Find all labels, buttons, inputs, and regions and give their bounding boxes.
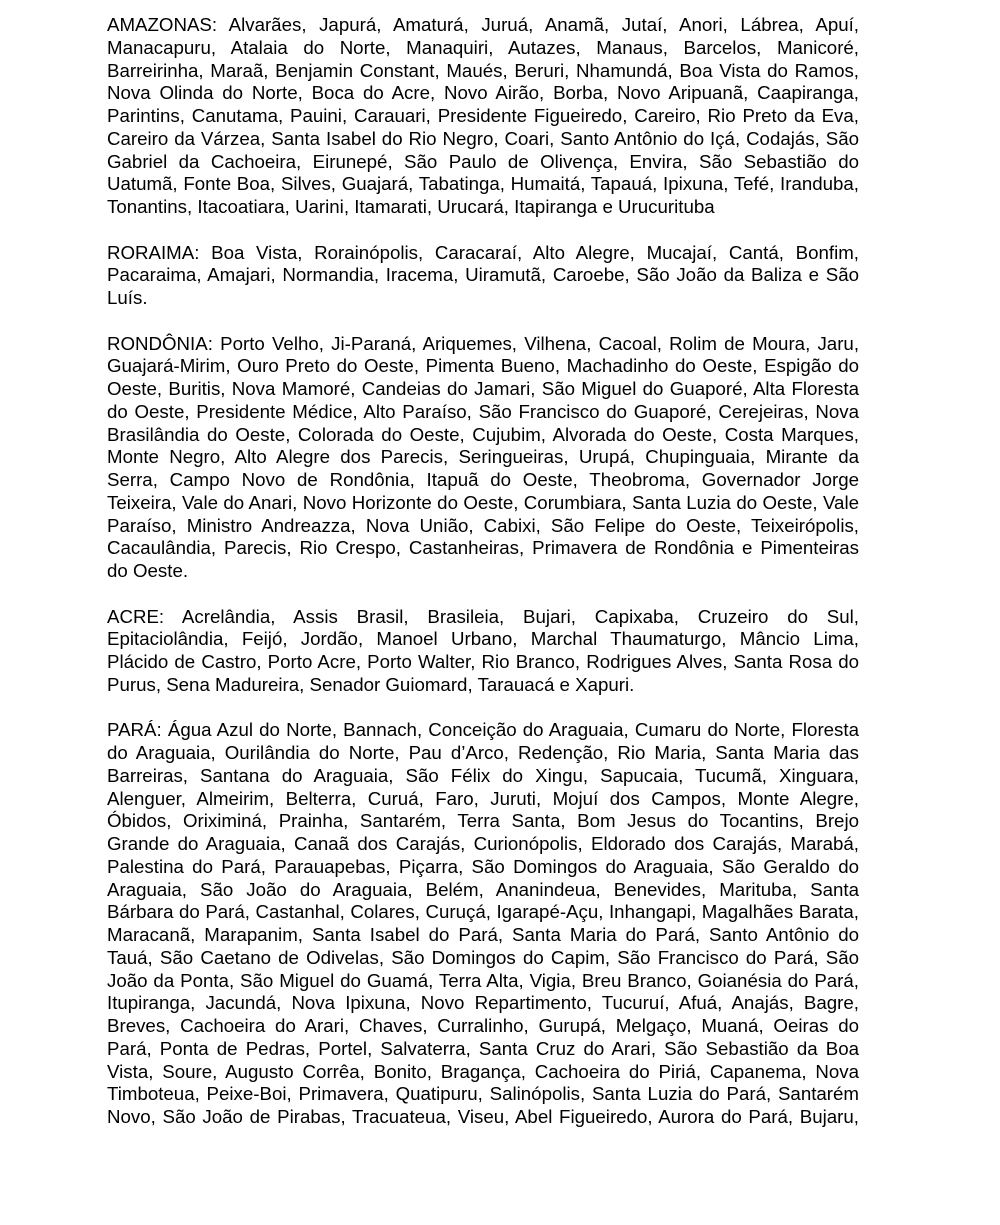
municipalities-rondonia: Porto Velho, Ji-Paraná, Ariquemes, Vilhena, Cacoal, Rolim de Moura, Jaru, Guajará-Mirim, Ouro Preto do Oeste, Pimenta Bueno, Machadinho do Oeste, Espigão do Oeste, Buritis, Nova Mamoré, Candeias do Jamari, São Miguel do Guaporé, Alta Floresta do Oeste, Presidente Médice, Alto Paraíso, São Francisco do Guaporé, Cerejeiras, Nova Brasilândia do Oeste, Colorada do Oeste, Cujubim, Alvorada do Oeste, Costa Marques, Monte Negro, Alto Alegre dos Parecis, Seringueiras, Urupá, Chupinguaia, Mirante da Serra, Campo Novo de Rondônia, Itapuã do Oeste, Theobroma, Governador Jorge Teixeira, Vale do Anari, Novo Horizonte do Oeste, Corumbiara, Santa Luzia do Oeste, Vale Paraíso, Ministro Andreazza, Nova União, Cabixi, São Felipe do Oeste, Teixeirópolis, Cacaulândia, Parecis, Rio Crespo, Castanheiras, Primavera de Rondônia e Pimenteiras do Oeste. — [107, 332, 860, 581]
state-name-amazonas: AMAZONAS — [107, 14, 212, 35]
document-page — [107, 14, 859, 1129]
section-rondonia: RONDÔNIA: Porto Velho, Ji-Paraná, Ariquemes, Vilhena, Cacoal, Rolim de Moura, Jaru, Guajará-Mirim, Ouro Preto do Oeste, Pimenta Bueno, Machadinho do Oeste, Espigão do Oeste, Buritis, Nova Mamoré, Candeias do Jamari, São Miguel do Guaporé, Alta Floresta do Oeste, Presidente Médice, Alto Paraíso, São Francisco do Guaporé, Cerejeiras, Nova Brasilândia do Oeste, Colorada do Oeste, Cujubim, Alvorada do Oeste, Costa Marques, Monte Negro, Alto Alegre dos Parecis, Seringueiras, Urupá, Chupinguaia, Mirante da Serra, Campo Novo de Rondônia, Itapuã do Oeste, Theobroma, Governador Jorge Teixeira, Vale do Anari, Novo Horizonte do Oeste, Corumbiara, Santa Luzia do Oeste, Vale Paraíso, Ministro Andreazza, Nova União, Cabixi, São Felipe do Oeste, Teixeirópolis, Cacaulândia, Parecis, Rio Crespo, Castanheiras, Primavera de Rondônia e Pimenteiras do Oeste. — [107, 332, 860, 581]
municipalities-acre: Acrelândia, Assis Brasil, Brasileia, Bujari, Capixaba, Cruzeiro do Sul, Epitaciolândia, Feijó, Jordão, Manoel Urbano, Marchal Thaumaturgo, Mâncio Lima, Plácido de Castro, Porto Acre, Porto Walter, Rio Branco, Rodrigues Alves, Santa Rosa do Purus, Sena Madureira, Senador Guiomard, Tarauacá e Xapuri. — [107, 605, 859, 695]
municipalities-roraima: Boa Vista, Rorainópolis, Caracaraí, Alto Alegre, Mucajaí, Cantá, Bonfim, Pacaraima, Amajari, Normandia, Iracema, Uiramutã, Caroebe, São João da Baliza e São Luís. — [107, 241, 859, 308]
municipalities-para: Água Azul do Norte, Bannach, Conceição do Araguaia, Cumaru do Norte, Floresta do Araguaia, Ourilândia do Norte, Pau d’Arco, Redenção, Rio Maria, Santa Maria das Barreiras, Santana do Araguaia, São Félix do Xingu, Sapucaia, Tucumã, Xinguara, Alenguer, Almeirim, Belterra, Curuá, Faro, Juruti, Mojuí dos Campos, Monte Alegre, Óbidos, Oriximiná, Prainha, Santarém, Terra Santa, Bom Jesus do Tocantins, Brejo Grande do Araguaia, Canaã dos Carajás, Curionópolis, Eldorado dos Carajás, Marabá, Palestina do Pará, Parauapebas, Piçarra, São Domingos do Araguaia, São Geraldo do Araguaia, São João do Araguaia, Belém, Ananindeua, Benevides, Marituba, Santa Bárbara do Pará, Castanhal, Colares, Curuçá, Igarapé-Açu, Inhangapi, Magalhães Barata, Maracanã, Marapanim, Santa Isabel do Pará, Santa Maria do Pará, Santo Antônio do Tauá, São Caetano de Odivelas, São Domingos do Capim, São Francisco do Pará, São João da Ponta, São Miguel do Guamá, Terra Alta, Vigia, Breu Branco, Goianésia do Pará, Itupiranga, Jacundá, Nova Ipixuna, Novo Repartimento, Tucuruí, Afuá, Anajás, Bagre, Breves, Cachoeira do Arari, Chaves, Curralinho, Gurupá, Melgaço, Muaná, Oeiras do Pará, Ponta de Pedras, Portel, Salvaterra, Santa Cruz do Arari, São Sebastião da Boa Vista, Soure, Augusto Corrêa, Bonito, Bragança, Cachoeira do Piriá, Capanema, Nova Timboteua, Peixe-Boi, Primavera, Quatipuru, Salinópolis, Santa Luzia do Pará, Santarém Novo, São João de Pirabas, Tracuateua, Viseu, Abel Figueiredo, Aurora do Pará, Bujaru, — [107, 719, 859, 1127]
municipalities-amazonas: Alvarães, Japurá, Amaturá, Juruá, Anamã, Jutaí, Anori, Lábrea, Apuí, Manacapuru, Atalaia do Norte, Manaquiri, Autazes, Manaus, Barcelos, Manicoré, Barreirinha, Maraã, Benjamin Constant, Maués, Beruri, Nhamundá, Boa Vista do Ramos, Nova Olinda do Norte, Boca do Acre, Novo Airão, Borba, Novo Aripuanã, Caapiranga, Parintins, Canutama, Pauini, Carauari, Presidente Figueiredo, Careiro, Rio Preto da Eva, Careiro da Várzea, Santa Isabel do Rio Negro, Coari, Santo Antônio do Içá, Codajás, São Gabriel da Cachoeira, Eirunepé, São Paulo de Olivença, Envira, São Sebastião do Uatumã, Fonte Boa, Silves, Guajará, Tabatinga, Humaitá, Tapauá, Ipixuna, Tefé, Iranduba, Tonantins, Itacoatiara, Uarini, Itamarati, Urucará, Itapiranga e Urucurituba — [107, 14, 859, 217]
section-para: PARÁ: Água Azul do Norte, Bannach, Conceição do Araguaia, Cumaru do Norte, Floresta do Araguaia, Ourilândia do Norte, Pau d’Arco, Redenção, Rio Maria, Santa Maria das Barreiras, Santana do Araguaia, São Félix do Xingu, Sapucaia, Tucumã, Xinguara, Alenguer, Almeirim, Belterra, Curuá, Faro, Juruti, Mojuí dos Campos, Monte Alegre, Óbidos, Oriximiná, Prainha, Santarém, Terra Santa, Bom Jesus do Tocantins, Brejo Grande do Araguaia, Canaã dos Carajás, Curionópolis, Eldorado dos Carajás, Marabá, Palestina do Pará, Parauapebas, Piçarra, São Domingos do Araguaia, São Geraldo do Araguaia, São João do Araguaia, Belém, Ananindeua, Benevides, Marituba, Santa Bárbara do Pará, Castanhal, Colares, Curuçá, Igarapé-Açu, Inhangapi, Magalhães Barata, Maracanã, Marapanim, Santa Isabel do Pará, Santa Maria do Pará, Santo Antônio do Tauá, São Caetano de Odivelas, São Domingos do Capim, São Francisco do Pará, São João da Ponta, São Miguel do Guamá, Terra Alta, Vigia, Breu Branco, Goianésia do Pará, Itupiranga, Jacundá, Nova Ipixuna, Novo Repartimento, Tucuruí, Afuá, Anajás, Bagre, Breves, Cachoeira do Arari, Chaves, Curralinho, Gurupá, Melgaço, Muaná, Oeiras do Pará, Ponta de Pedras, Portel, Salvaterra, Santa Cruz do Arari, São Sebastião da Boa Vista, Soure, Augusto Corrêa, Bonito, Bragança, Cachoeira do Piriá, Capanema, Nova Timboteua, Peixe-Boi, Primavera, Quatipuru, Salinópolis, Santa Luzia do Pará, Santarém Novo, São João de Pirabas, Tracuateua, Viseu, Abel Figueiredo, Aurora do Pará, Bujaru, — [107, 719, 859, 1127]
section-acre: ACRE: Acrelândia, Assis Brasil, Brasileia, Bujari, Capixaba, Cruzeiro do Sul, Epitaciolândia, Feijó, Jordão, Manoel Urbano, Marchal Thaumaturgo, Mâncio Lima, Plácido de Castro, Porto Acre, Porto Walter, Rio Branco, Rodrigues Alves, Santa Rosa do Purus, Sena Madureira, Senador Guiomard, Tarauacá e Xapuri. — [107, 605, 859, 695]
state-name-para: PARÁ — [107, 719, 157, 741]
section-roraima: RORAIMA: Boa Vista, Rorainópolis, Caracaraí, Alto Alegre, Mucajaí, Cantá, Bonfim, Pacaraima, Amajari, Normandia, Iracema, Uiramutã, Caroebe, São João da Baliza e São Luís. — [107, 241, 859, 308]
section-amazonas: AMAZONAS: Alvarães, Japurá, Amaturá, Juruá, Anamã, Jutaí, Anori, Lábrea, Apuí, Manacapuru, Atalaia do Norte, Manaquiri, Autazes, Manaus, Barcelos, Manicoré, Barreirinha, Maraã, Benjamin Constant, Maués, Beruri, Nhamundá, Boa Vista do Ramos, Nova Olinda do Norte, Boca do Acre, Novo Airão, Borba, Novo Aripuanã, Caapiranga, Parintins, Canutama, Pauini, Carauari, Presidente Figueiredo, Careiro, Rio Preto da Eva, Careiro da Várzea, Santa Isabel do Rio Negro, Coari, Santo Antônio do Içá, Codajás, São Gabriel da Cachoeira, Eirunepé, São Paulo de Olivença, Envira, São Sebastião do Uatumã, Fonte Boa, Silves, Guajará, Tabatinga, Humaitá, Tapauá, Ipixuna, Tefé, Iranduba, Tonantins, Itacoatiara, Uarini, Itamarati, Urucará, Itapiranga e Urucurituba — [107, 14, 859, 217]
state-name-rondonia: RONDÔNIA — [107, 332, 208, 354]
state-name-acre: ACRE — [107, 605, 159, 627]
state-name-roraima: RORAIMA — [107, 241, 195, 263]
